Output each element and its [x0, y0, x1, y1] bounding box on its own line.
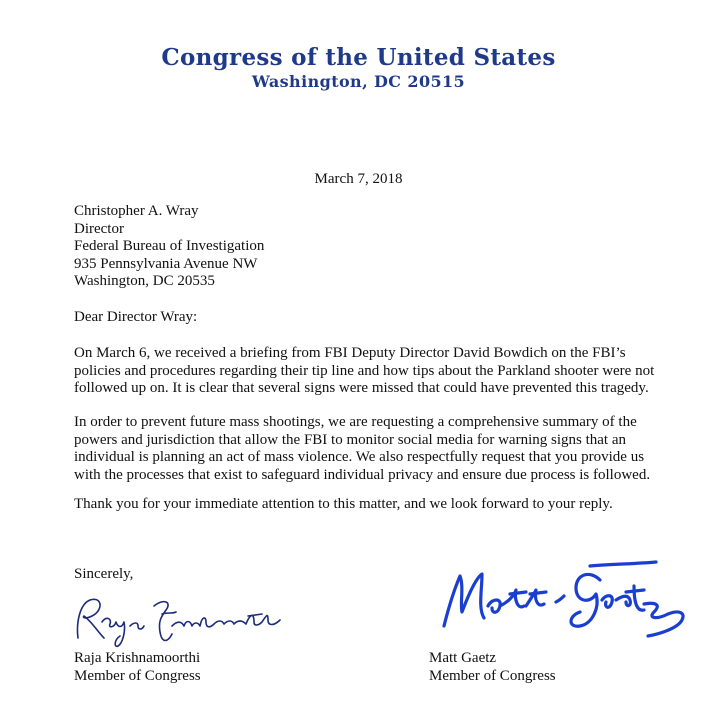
signer-title: Member of Congress: [74, 667, 201, 684]
recipient-city: Washington, DC 20535: [74, 273, 215, 289]
body-paragraph-2: [74, 414, 669, 484]
body-line: In order to prevent future mass shootings, we are requesting a comprehensive summary of the: [74, 414, 637, 430]
body-line: followed up on. It is clear that several signs were missed that could have prevented this tragedy.: [74, 380, 649, 396]
signer-left: [74, 650, 201, 685]
salutation: Dear Director Wray:: [74, 309, 198, 325]
closing: Sincerely,: [74, 566, 134, 582]
body-line: with the processes that exist to safeguard individual privacy and ensure due process is followed.: [74, 466, 651, 483]
recipient-name: Christopher A. Wray: [74, 203, 199, 219]
body-line: individual is planning an act of mass violence. We also respectfully request that you provide us: [74, 449, 645, 465]
signature-matt-gaetz: [430, 556, 700, 648]
body-line: powers and jurisdiction that allow the FBI to monitor social media for warning signs that an: [74, 431, 626, 448]
recipient-street: 935 Pennsylvania Avenue NW: [74, 255, 258, 272]
body-paragraph-3: [74, 496, 674, 514]
letterhead-title: Congress of the United States: [161, 44, 556, 71]
signer-title: Member of Congress: [429, 667, 556, 684]
recipient-title: Director: [74, 220, 124, 237]
signer-name: Matt Gaetz: [429, 650, 497, 666]
body-line: On March 6, we received a briefing from FBI Deputy Director David Bowdich on the FBI’s: [74, 345, 626, 361]
body-line: policies and procedures regarding their tip line and how tips about the Parkland shooter were not: [74, 362, 655, 379]
recipient-address: [74, 203, 654, 291]
letter-date: March 7, 2018: [314, 171, 403, 187]
body-line: Thank you for your immediate attention to this matter, and we look forward to your reply.: [74, 496, 613, 512]
recipient-organization: Federal Bureau of Investigation: [74, 238, 265, 254]
signer-name: Raja Krishnamoorthi: [74, 650, 201, 666]
signature-raja-krishnamoorthi: [68, 592, 298, 652]
letterhead-subtitle: Washington, DC 20515: [251, 72, 466, 91]
signer-right: [429, 650, 556, 685]
body-paragraph-1: [74, 345, 669, 398]
